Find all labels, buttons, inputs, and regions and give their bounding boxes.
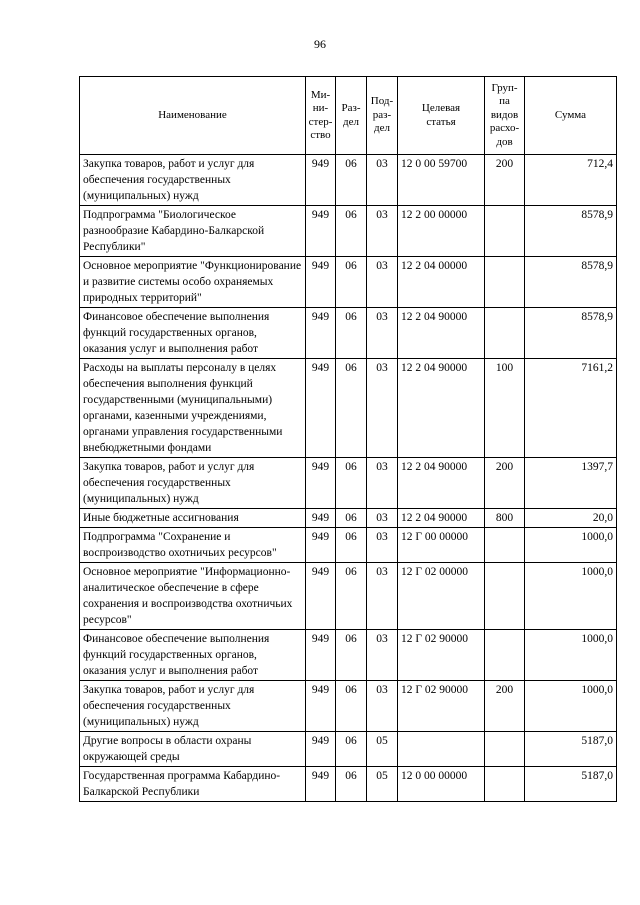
row-sum: 1397,7 bbox=[525, 458, 617, 509]
row-name: Финансовое обеспечение выполнения функций государственных органов, оказания услуг и выполнения работ bbox=[80, 630, 306, 681]
row-name: Иные бюджетные ассигнования bbox=[80, 509, 306, 528]
row-target-article: 12 2 04 90000 bbox=[398, 359, 485, 458]
row-name: Закупка товаров, работ и услуг для обеспечения государственных (муниципальных) нужд bbox=[80, 458, 306, 509]
header-sum: Сумма bbox=[525, 77, 617, 155]
row-target-article: 12 2 00 00000 bbox=[398, 206, 485, 257]
table-header-row bbox=[80, 77, 617, 155]
header-section: Раз- дел bbox=[336, 77, 367, 155]
row-name: Основное мероприятие "Информационно-аналитическое обеспечение в сфере сохранения и воспроизводства охотничьих ресурсов" bbox=[80, 563, 306, 630]
row-expense-group bbox=[485, 528, 525, 563]
row-ministry: 949 bbox=[306, 359, 336, 458]
row-target-article: 12 0 00 00000 bbox=[398, 767, 485, 802]
header-name: Наименование bbox=[80, 77, 306, 155]
row-sum: 8578,9 bbox=[525, 308, 617, 359]
table-row bbox=[80, 206, 617, 257]
row-target-article: 12 2 04 90000 bbox=[398, 308, 485, 359]
row-expense-group: 200 bbox=[485, 155, 525, 206]
row-target-article: 12 2 04 90000 bbox=[398, 458, 485, 509]
table-row bbox=[80, 528, 617, 563]
header-subsection: Под- раз- дел bbox=[367, 77, 398, 155]
row-ministry: 949 bbox=[306, 206, 336, 257]
row-name: Государственная программа Кабардино-Балкарской Республики bbox=[80, 767, 306, 802]
row-sum: 20,0 bbox=[525, 509, 617, 528]
row-name: Подпрограмма "Сохранение и воспроизводство охотничьих ресурсов" bbox=[80, 528, 306, 563]
table-row bbox=[80, 308, 617, 359]
row-expense-group bbox=[485, 308, 525, 359]
table-row bbox=[80, 257, 617, 308]
row-subsection: 03 bbox=[367, 257, 398, 308]
row-subsection: 03 bbox=[367, 563, 398, 630]
row-section: 06 bbox=[336, 155, 367, 206]
row-section: 06 bbox=[336, 206, 367, 257]
row-ministry: 949 bbox=[306, 155, 336, 206]
row-target-article: 12 Г 02 90000 bbox=[398, 630, 485, 681]
row-target-article: 12 2 04 90000 bbox=[398, 509, 485, 528]
row-name: Закупка товаров, работ и услуг для обеспечения государственных (муниципальных) нужд bbox=[80, 155, 306, 206]
row-section: 06 bbox=[336, 528, 367, 563]
row-sum: 1000,0 bbox=[525, 528, 617, 563]
table-row bbox=[80, 630, 617, 681]
row-subsection: 03 bbox=[367, 509, 398, 528]
row-name: Основное мероприятие "Функционирование и развитие системы особо охраняемых природных территорий" bbox=[80, 257, 306, 308]
row-name: Подпрограмма "Биологическое разнообразие Кабардино-Балкарской Республики" bbox=[80, 206, 306, 257]
row-target-article: 12 Г 00 00000 bbox=[398, 528, 485, 563]
header-ministry: Ми- ни- стер- ство bbox=[306, 77, 336, 155]
row-ministry: 949 bbox=[306, 630, 336, 681]
row-sum: 1000,0 bbox=[525, 681, 617, 732]
row-name: Финансовое обеспечение выполнения функций государственных органов, оказания услуг и выполнения работ bbox=[80, 308, 306, 359]
row-sum: 5187,0 bbox=[525, 767, 617, 802]
row-ministry: 949 bbox=[306, 732, 336, 767]
row-section: 06 bbox=[336, 308, 367, 359]
table-row bbox=[80, 359, 617, 458]
row-section: 06 bbox=[336, 563, 367, 630]
row-name: Другие вопросы в области охраны окружающей среды bbox=[80, 732, 306, 767]
row-target-article: 12 2 04 00000 bbox=[398, 257, 485, 308]
table-row bbox=[80, 732, 617, 767]
row-sum: 7161,2 bbox=[525, 359, 617, 458]
row-expense-group bbox=[485, 767, 525, 802]
row-section: 06 bbox=[336, 359, 367, 458]
table-row bbox=[80, 563, 617, 630]
row-ministry: 949 bbox=[306, 458, 336, 509]
row-expense-group bbox=[485, 630, 525, 681]
row-subsection: 03 bbox=[367, 359, 398, 458]
row-name: Расходы на выплаты персоналу в целях обеспечения выполнения функций государственными (муниципальными) органами, казенными учреждениями, органами управления государственными внебюджетными фондами bbox=[80, 359, 306, 458]
row-subsection: 03 bbox=[367, 630, 398, 681]
row-subsection: 03 bbox=[367, 206, 398, 257]
row-section: 06 bbox=[336, 257, 367, 308]
row-sum: 1000,0 bbox=[525, 630, 617, 681]
row-target-article bbox=[398, 732, 485, 767]
header-target: Целевая статья bbox=[398, 77, 485, 155]
row-sum: 712,4 bbox=[525, 155, 617, 206]
row-sum: 1000,0 bbox=[525, 563, 617, 630]
row-target-article: 12 Г 02 00000 bbox=[398, 563, 485, 630]
row-expense-group bbox=[485, 257, 525, 308]
row-ministry: 949 bbox=[306, 681, 336, 732]
row-ministry: 949 bbox=[306, 308, 336, 359]
row-expense-group: 200 bbox=[485, 458, 525, 509]
row-subsection: 03 bbox=[367, 308, 398, 359]
row-target-article: 12 0 00 59700 bbox=[398, 155, 485, 206]
header-expense-group: Груп- па видов расхо- дов bbox=[485, 77, 525, 155]
row-section: 06 bbox=[336, 458, 367, 509]
row-ministry: 949 bbox=[306, 528, 336, 563]
row-expense-group bbox=[485, 206, 525, 257]
row-subsection: 03 bbox=[367, 681, 398, 732]
row-expense-group bbox=[485, 732, 525, 767]
row-subsection: 05 bbox=[367, 732, 398, 767]
row-sum: 5187,0 bbox=[525, 732, 617, 767]
row-expense-group: 800 bbox=[485, 509, 525, 528]
row-subsection: 03 bbox=[367, 528, 398, 563]
row-section: 06 bbox=[336, 630, 367, 681]
row-section: 06 bbox=[336, 509, 367, 528]
row-ministry: 949 bbox=[306, 509, 336, 528]
row-expense-group bbox=[485, 563, 525, 630]
row-subsection: 03 bbox=[367, 458, 398, 509]
row-section: 06 bbox=[336, 767, 367, 802]
table-row bbox=[80, 458, 617, 509]
row-expense-group: 100 bbox=[485, 359, 525, 458]
row-subsection: 03 bbox=[367, 155, 398, 206]
row-section: 06 bbox=[336, 681, 367, 732]
row-name: Закупка товаров, работ и услуг для обеспечения государственных (муниципальных) нужд bbox=[80, 681, 306, 732]
row-sum: 8578,9 bbox=[525, 206, 617, 257]
row-section: 06 bbox=[336, 732, 367, 767]
row-sum: 8578,9 bbox=[525, 257, 617, 308]
page-number: 96 bbox=[314, 37, 326, 51]
table-row bbox=[80, 509, 617, 528]
table-row bbox=[80, 155, 617, 206]
budget-table bbox=[79, 76, 617, 802]
table-row bbox=[80, 767, 617, 802]
row-target-article: 12 Г 02 90000 bbox=[398, 681, 485, 732]
row-subsection: 05 bbox=[367, 767, 398, 802]
table-row bbox=[80, 681, 617, 732]
row-expense-group: 200 bbox=[485, 681, 525, 732]
row-ministry: 949 bbox=[306, 257, 336, 308]
row-ministry: 949 bbox=[306, 767, 336, 802]
row-ministry: 949 bbox=[306, 563, 336, 630]
